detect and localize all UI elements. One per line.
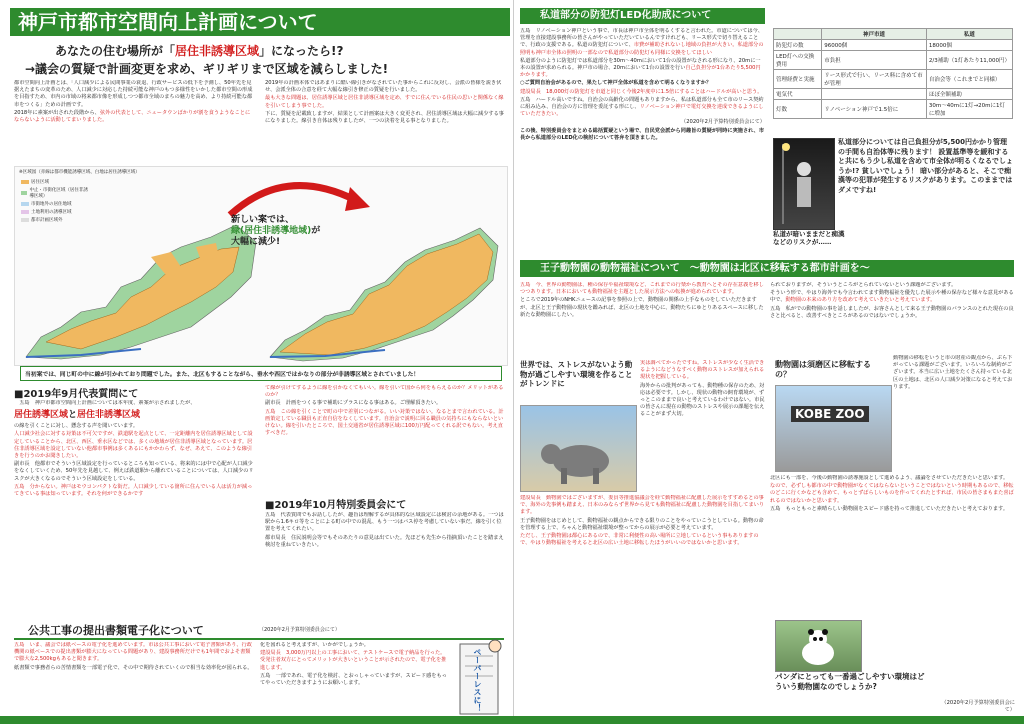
- bottom-bar: [0, 716, 1024, 724]
- headline-1c: 」になったら!?: [259, 44, 344, 58]
- zoo-col-2-top: [770, 282, 1014, 352]
- intro-p2-hl: 弦外の代表として、ニュータウンばかりが割を食うようなことにならないように活動してまいりました。: [14, 109, 251, 124]
- table-cell: LED灯への交換費用: [774, 51, 822, 70]
- zoo-p1: 五島 今、世界の動物園は、種の保存や福祉環境など、これまでの行楽から教育へとその存在意義を移しつつあります。日本においても動物福祉を主題とした展示方法への転換が進められています。: [520, 282, 764, 296]
- table-cell: ほぼ全額補助: [926, 89, 1012, 100]
- led-p1: 五島 リノベーション神戸という事で、市長は神戸市全体を明るくすると言われた。市道については今、管理を直接建設事務所の皆さんがやっていただいているんですけれども、リース形式で切り替えることで、行政の支援である。私道の防犯灯について、: [520, 28, 763, 49]
- zoo-col-2-bottom: [770, 475, 1014, 615]
- q1-vice: 副市長 他都市でそういう区域設定を行っているところも知っている、将来的には中で心配が人口減少をなくしていくため、50年先を見越して、例えば鉄道駅から離れていることについては、人口減少のリスクが大きくなるのでそういう区域設定をしている。: [14, 461, 254, 482]
- public-col2-p2: 建設局長 3,000万円以上の工事において、テストケースで電子納品を行った。受発注者双方にとってメリットが大きいということが示されたので、電子化を推進します。: [260, 650, 447, 671]
- map-arrow-text: [231, 215, 320, 248]
- q1-head: ■2019年9月代表質問にて: [14, 389, 139, 400]
- map-area: [14, 166, 508, 366]
- public-col-1: [14, 642, 254, 717]
- q1-big-c: 居住非誘導区域: [77, 410, 141, 421]
- led-comparison-table: [773, 28, 1013, 119]
- table-row: [774, 100, 1013, 119]
- led-p2: 私道部分のように防犯灯では私道部分を30m～40mにおいて1台の設置がなされる形になり、20mに一本の設置が求められる。神戸市の場合、20mにおいて1台の設置を行い: [520, 57, 761, 72]
- panda-photo: [775, 620, 862, 672]
- intro-p2: 2018年に素案が出された段階から、: [14, 109, 100, 116]
- zoo-head: 王子動物園の動物福祉について 〜動物園は北区に移転する都市計画を〜: [540, 263, 870, 274]
- map-legend-title: ※区域図（赤線は都市機能誘導区域、白地は居住誘導区域）: [19, 170, 140, 175]
- public-date: （2020年2月予算特別委員会にて）: [259, 627, 340, 633]
- table-cell: 2/3補助（1灯あたり11,000円）: [926, 51, 1012, 70]
- q1-p3: 五島 分からない。神戸はモウコンパクトな街だ。人口減少している箇所に住んでいる人は活力が減ってきている事は知っています。それを何ができるかです: [14, 483, 253, 498]
- arrow-text-b: 緑(居住非誘導地域): [231, 226, 312, 236]
- led-p3-hl: リノベーション神戸で電灯交換を達成できるようにしていただきたい。: [520, 104, 764, 118]
- table-row: [774, 89, 1013, 100]
- table-cell: [822, 89, 927, 100]
- headline-2: →議会の質疑で計画変更を求め、ギリギリまで区域を減らしました!: [25, 62, 389, 76]
- legend-item: 中止・市街化区域（居住非誘導区域）: [21, 187, 91, 199]
- led-note: この後、特別委員会をまとめる総括質疑という場で、自民党会派から同趣旨の質疑が同時に実施され、市長から私道部分のLED化の検討について答弁を頂きました。: [520, 127, 765, 141]
- table-cell: リース形式で行い、リース料に含めて市が管理: [822, 70, 927, 89]
- headline-1: [55, 42, 343, 59]
- public-col-2: [260, 642, 450, 717]
- zoo-bureau: 建設局長 動物園ではございますが、委員等推進協議会を経て動物福祉に配慮した展示をすすめるとの事で、海外の先事例も踏まえ、日本のみならず世界から見ても動物福祉に配慮した動物園を目指してまいります。: [520, 495, 765, 516]
- q1-big-b: と: [68, 410, 78, 421]
- q1-col2-vice: 副市長 計画をつくる事で補助にプラスになる事はある。ご理解頂きたい。: [265, 400, 442, 407]
- intro-col2-hl: 最も大きな問題は、居住誘導区域と居住非誘導区域を定め、すでに住んでいる住民の思いと関係なく線を引いてしまう事でした。: [265, 95, 504, 109]
- paperless-label: ペーパーレスに！: [473, 648, 482, 712]
- q1-p1b: の線を引くことに対し、懸念する声を聞いています。: [14, 423, 139, 430]
- zoo-col2-p1: られておりますが、そういうところがとられていないという課題がございます。: [770, 282, 957, 288]
- led-ans: 建設局長 18,000灯の防犯灯を市道と同じく今後2年度中に1.5倍にすることはハードルが高いと思う。: [520, 88, 763, 95]
- intro-col2-p2: 下に、質疑を記載致しますが、結果として計画案は大きく変更され、居住誘導区域は大幅に減少する事になりました。線引き自体は残りましたが、一つの決着を見る事となりました。: [265, 110, 504, 125]
- led-p1-hl: 市費が補助されないし地域の負担が大きい。私道部分の照明も神戸市全体の照明の一部なので私道部分の防犯灯も同様に交換をしてほしい: [520, 42, 764, 56]
- map-note: 当初案では、同じ町の中に線が引かれており問題でした。また、北区もすることながら、垂水や西区ではかなりの部分が非誘導区域とされていました！: [20, 366, 502, 381]
- led-photo-caption: 私道が暗いままだと痴漢などのリスクが……: [773, 230, 845, 246]
- zoo-col2-p6: なので、必ずしも都市の中で動物園がなくてはならないということではないという時期もあるので、移転のどこに行くかなども含めて、もっとずばらしいものを作ってくれたとすれば、市民の皆さまもまた喜ばれるのではないかと思います。: [770, 483, 1014, 504]
- intro-p1: 都市空間向上計画とは、「人口減少による民間事業の衰退、行政サービスの低下を予測し、50年先を見据えたまちの変革のため、人口減少に対応した持続可能な神戸のもつ多様性をいかした都市空間の形成を目指すため、市内の市域の将来都市像を形成しつつ都市全域のまちの魅力を高め、より持続可能な都市をつくる」ための計画です。: [14, 80, 253, 108]
- table-row: [774, 40, 1013, 51]
- q2-body: [265, 512, 505, 612]
- zoo-col2-p2: そういう形で、やはり海外でも今言われてます動物福祉を優先した展示や種の保存など様々な意見がある中で、: [770, 290, 1014, 304]
- left-title: 神戸市都市空間向上計画について: [18, 10, 318, 34]
- table-header: 神戸市道: [822, 29, 927, 40]
- led-p2-hl: 自己負担分が1台あたり5,500円かかります。: [520, 65, 761, 79]
- person-silhouette-icon: [774, 139, 834, 229]
- legend-item: 市街地外の居住地域: [21, 201, 91, 207]
- table-cell: 自治会等（これまでと同様）: [926, 70, 1012, 89]
- elephant-icon: [521, 406, 636, 491]
- zoo-p3: 実は調べてかったですね。ストレスが少なく生活できるようになどうなすべく動物のストレスが加えられる現状を把握している。: [640, 360, 765, 381]
- public-p2: 紙書類で事務者らの苦情書類を一部電子化で、その中で期待されていくので相当な効率化が図られる。: [14, 664, 253, 671]
- zoo-col2-p3: 五島 私がでの動物園の事を話しましたが、お客さんとして来る王子動物園のバランスのとれた現在の良さと比べると、改善すべきところがあるのではないでしょうか。: [770, 305, 1014, 319]
- intro-col-2: [265, 80, 505, 168]
- public-head: 公共工事の提出書類電子化について: [28, 624, 204, 637]
- public-p1: 五島 いま、議会では紙ベースの電子化を進めています。市は公共工事において電子書類があり、行政機関の紙ベースでの提出書類が膨大になっている問題があり、建設事務所だけでも1年間でおよそ書類で膨大な2,500kgもあると聞きます。: [14, 642, 252, 663]
- arrow-text-d: 大幅に減少!: [231, 237, 281, 247]
- zoo-col-mid: [640, 360, 765, 495]
- led-date: （2020年2月予算特別委員会にて）: [681, 119, 765, 126]
- zoo-col2-hl: 動物園の本来のあり方を改めて考えていきたいと考えています。: [785, 297, 936, 304]
- led-body: [520, 28, 765, 240]
- paperless-illustration: [455, 636, 505, 718]
- table-cell: 管理経費と実施: [774, 70, 822, 89]
- zoo-callout-1: 世界では、ストレスがないよう動物が過ごしやすい環境を作ることがトレンドに: [520, 360, 633, 388]
- table-header: 私道: [926, 29, 1012, 40]
- red-arrow-icon: [225, 175, 375, 220]
- headline-1a: あなたの住む場所が「: [55, 44, 176, 58]
- q1-p2: 人口減少社会に対する対策は不可欠ですが、鉄道駅を起点として、一定距離内を居住誘導区域として設定していることから、北区、西区、垂水区などでは、多くの地域が居住非誘導区域となっています。居住非誘導区域を設定していない他都市事例は多くあるにもかかわらず、なぜ、あえて、このような線引きを行うのかお聞きしたい。: [14, 431, 253, 460]
- table-row: [774, 70, 1013, 89]
- q2-vice: 都市局長 住民説明会等でもそのあたりの意見は出ていた。先ほども先生から指摘頂いたことを踏まえ検討を重ねていきたい。: [265, 534, 504, 548]
- q2-head: ■2019年10月特別委員会にて: [265, 500, 407, 511]
- legend-item: 都市計画区域外: [21, 217, 91, 223]
- table-cell: リノベーション神戸で1.5倍に: [822, 100, 927, 119]
- q1-col2-p1: て線が引けてするように線を引かなくてもいい。線を引いて国から何をもらえるのか？メリットがあるのか？: [265, 385, 504, 399]
- table-cell: 18000個: [926, 40, 1012, 51]
- q1-col-1: [14, 400, 254, 615]
- panda-icon: [776, 621, 861, 671]
- table-header-row: [774, 29, 1013, 40]
- q1-col-2: [265, 385, 505, 495]
- q2-p1: 五島 代表質問でもお話ししたが、趣旨は理解するが具体的な区域設定には検討の余地がある。一つは駅から1.6キロ等をことによる町の中での混乱、もう一つはバス停を考慮していない事だ。線を引く位置を考えてくれたい。: [265, 512, 504, 533]
- legend-item: 土地利用の誘導区域: [21, 209, 91, 215]
- table-row: [774, 51, 1013, 70]
- zoo-callout-2: 動物園は須磨区に移転するの？: [775, 360, 871, 379]
- zoo-p5-hl: ただし、王子動物園は都心にあるので、非常に利便性の高い場所に立地しているという事もありますので、やはり動物福祉を考えると北区の広い土地に移転したほうがいいのではないかと思います。: [520, 533, 759, 547]
- zoo-callout-3: パンダにとっても一番過ごしやすい環境はどういう動物園なのでしょうか?: [775, 672, 925, 691]
- intro-col-1: [14, 80, 254, 168]
- led-callout: 私道部分については自己負担分が5,500円かかり管理の手間も自治体等に残ります！ 設置基準等を緩和すると共にもう少し私道を含めて市全体が明るくなるでしょうか!? 貧しいでしょう！ 暗い部分があると、そこで痴漢等の犯罪が発生するリスクがあります。このままではダメですね!: [838, 138, 1013, 194]
- intro-col2-p1: 2019年の計画本体ではあまりに酷い線引きがなされていた事からこれに反対し、会派の皆様を説き伏せ、会派全体の合意を経て大幅な線引き修正の質疑を行いました。: [265, 80, 502, 94]
- zoo-col-1-bottom: [520, 495, 765, 710]
- table-cell: 市負担: [822, 51, 927, 70]
- dark-road-photo: [773, 138, 835, 230]
- led-p3: 五島 ハードル高いですね。自治会の高齢化の問題もありますから、私は私道部分も全て市のリース契約に組み込み、自治会の方に管理を委託する形にし、: [520, 96, 764, 111]
- q1-big-a: 居住誘導区域: [14, 410, 69, 421]
- elephant-photo: [520, 405, 637, 492]
- table-header: [774, 29, 822, 40]
- page-divider: [513, 0, 514, 724]
- public-col2-p1: 化を図れると考えますが、いかがでしょうか。: [260, 642, 369, 648]
- zoo-col2-p7: 五島 もっともっと素晴らしい動物園をスピード感を持って推進していただきたいと考えております。: [770, 505, 1009, 512]
- led-q: ○ご質問自治会があるので、果たして神戸全体が私道を含めて明るくなりますか？: [520, 80, 712, 87]
- zoo-col-1-top: [520, 282, 765, 360]
- table-cell: 灯数: [774, 100, 822, 119]
- led-head: 私道部分の防犯灯LED化助成について: [540, 10, 712, 21]
- table-cell: 30m～40mに1灯→20mに1灯に増加: [926, 100, 1012, 119]
- zoo-p2: ところで2019年のNHKニュースの記事を参照の上で、動物園の関係の上手なものをしていただきますが、北区と王子動物園の現状を鑑みれば、北区の土地を中心に、動物たちにゆとりあるスペースに移した新たな動物園にしたい。: [520, 297, 764, 318]
- zoo-gate-photo: [775, 385, 892, 472]
- public-col2-p3: 五島 一部であれ、電子化を検討、とおっしゃっていますが、スピード感をもってやっていただきますようにお願いします。: [260, 672, 447, 687]
- zoo-p4: 海外からの批判があっても、動物種の保存のため、対応は必要です。しかし、現状の動物の飼育環境が、ずっとこのままで良いと考えているわけではない。市民の皆さんに現在の動物のストレスや展示の課題を伝えることがまず大切。: [640, 382, 765, 418]
- arrow-text-a: 新しい案では、: [231, 215, 295, 225]
- zoo-col-2-mid: [893, 355, 1013, 475]
- q1-col2-p2: 五島 この線を引くことで町の中で差別につながる。いい対策ではない。なるとまで言われている。計画策定している職員も正直自信をなくしています。自治会で説明に回る職員の気持ちにもならないといけない。線を引いたところで、国土交通省が居住誘導区域に100万円配ってくれる訳でもない。考え直すべきだ。: [265, 408, 504, 437]
- zoo-col2-p5: 北区にも一部を、今後の動物園の誘導施設として進めるよう、議論をさせていただきたいと思います。: [770, 475, 1009, 481]
- q1-p1: 五島 神戸市都市空間向上計画については本年度、素案が示されましたが、: [19, 400, 196, 406]
- old-map: [21, 217, 261, 362]
- public-head-bar: [14, 620, 504, 640]
- zoo-p5: 王子動物園をはじめとして、動物福祉の観点からできる限りのことをやっていこうとしている。動物の命を管理する上で、ちゃんと動物福祉環境が整ってからの展示が必要と考えています。: [520, 517, 764, 531]
- table-cell: 96000個: [822, 40, 927, 51]
- table-cell: 防犯灯の数: [774, 40, 822, 51]
- legend-item: 居住区域: [21, 179, 91, 185]
- zoo-date: （2020年2月予算特別委員会にて）: [941, 700, 1015, 714]
- zoo-col2-p4: 動物園の移転をいうと市の財産の観点から、ぶら下がっている課題がございます。いろいろな制約がございます。本当に広い土地をたくさん持っている北区の土地は、北区の人口減少対策になると考えております。: [893, 355, 1013, 390]
- zoo-sign: KOBE ZOO: [791, 406, 869, 422]
- arrow-text-c: が: [311, 226, 321, 236]
- table-cell: 電気代: [774, 89, 822, 100]
- headline-1b: 居住非誘導区域: [175, 44, 260, 58]
